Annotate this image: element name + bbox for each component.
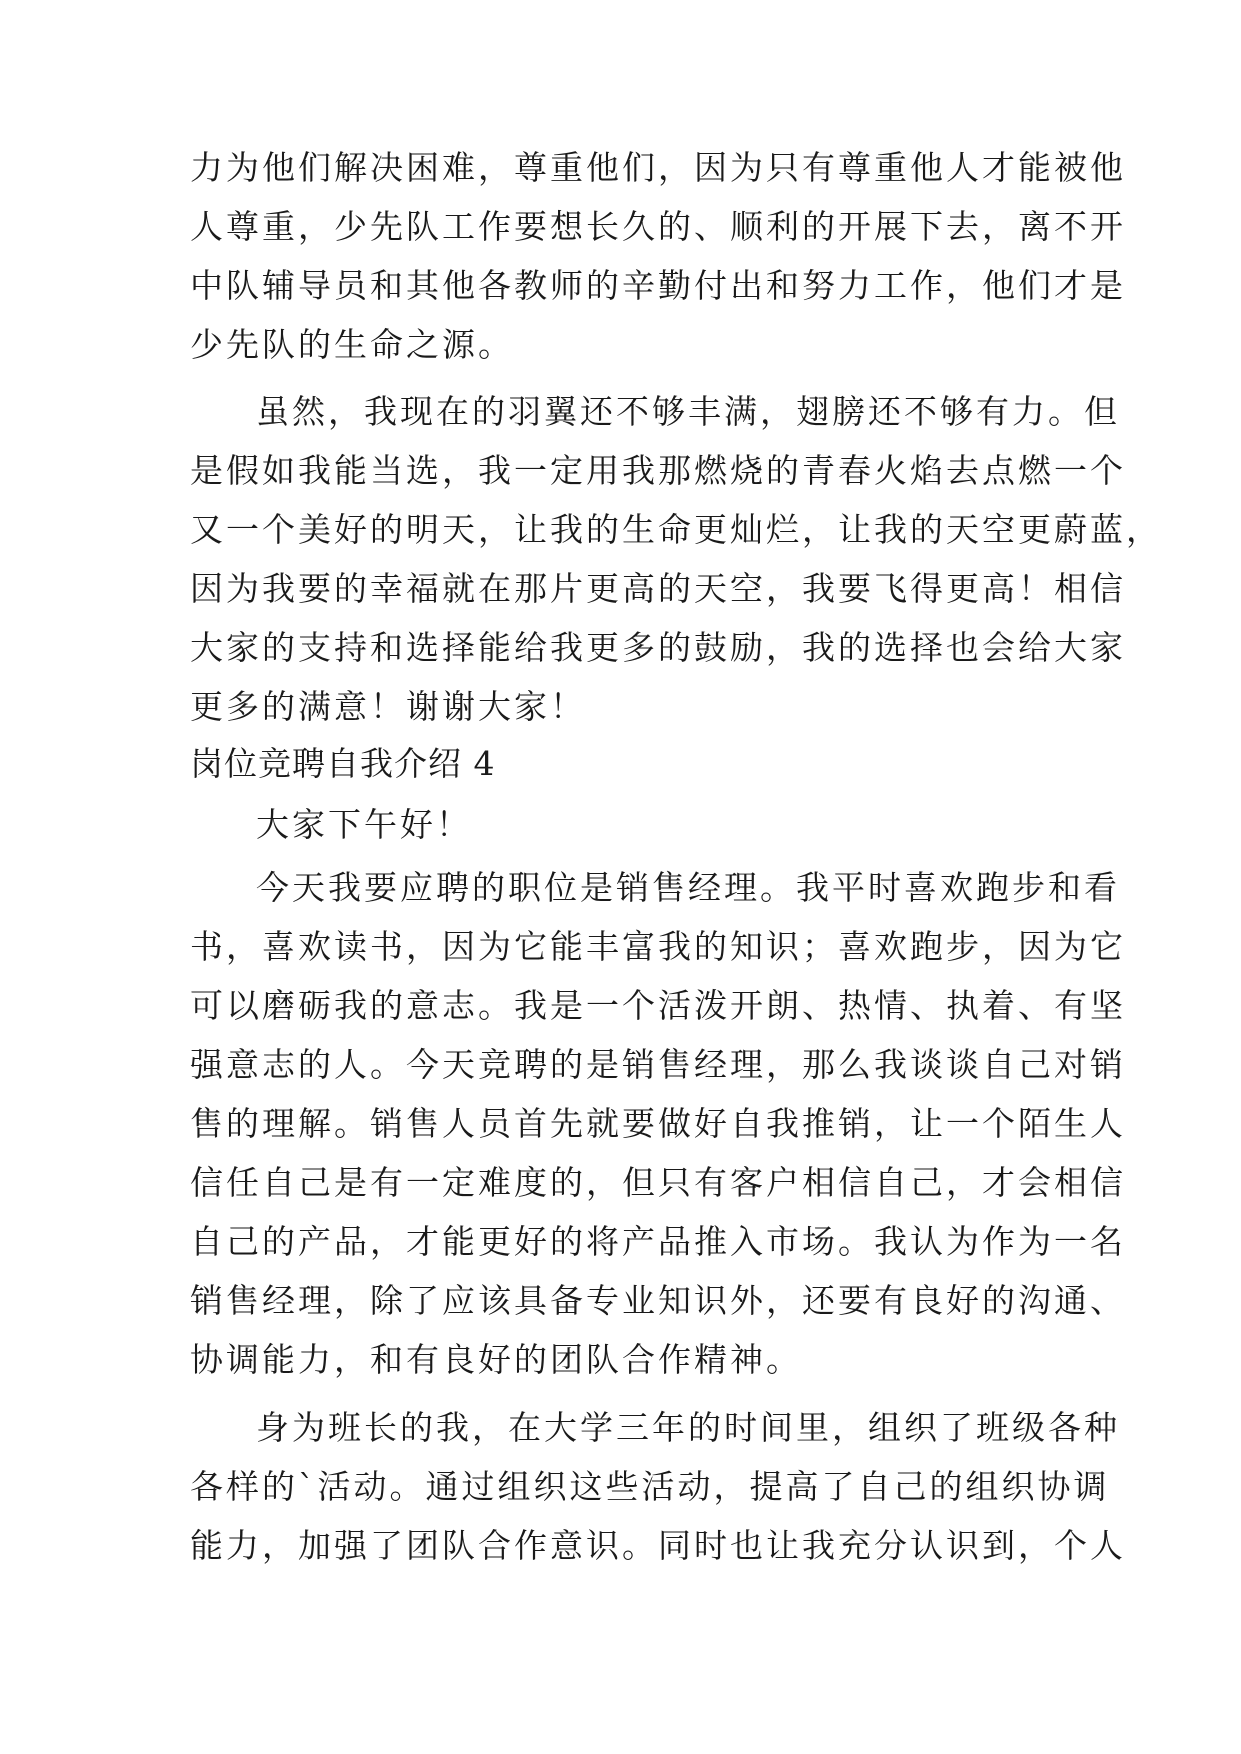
- paragraph-line: 售的理解。销售人员首先就要做好自我推销，让一个陌生人: [190, 1104, 1126, 1143]
- paragraph-line: 今天我要应聘的职位是销售经理。我平时喜欢跑步和看: [256, 868, 1120, 907]
- paragraph-line: 能力，加强了团队合作意识。同时也让我充分认识到，个人: [190, 1526, 1126, 1565]
- paragraph-line: 更多的满意！谢谢大家！: [190, 687, 586, 726]
- paragraph-line: 信任自己是有一定难度的，但只有客户相信自己，才会相信: [190, 1163, 1126, 1202]
- paragraph-line: 自己的产品，才能更好的将产品推入市场。我认为作为一名: [190, 1222, 1126, 1261]
- paragraph-line: 强意志的人。今天竞聘的是销售经理，那么我谈谈自己对销: [190, 1045, 1126, 1084]
- paragraph-line: 又一个美好的明天，让我的生命更灿烂，让我的天空更蔚蓝，: [190, 510, 1162, 549]
- paragraph-line: 是假如我能当选，我一定用我那燃烧的青春火焰去点燃一个: [190, 451, 1126, 490]
- paragraph-line: 书，喜欢读书，因为它能丰富我的知识；喜欢跑步，因为它: [190, 927, 1126, 966]
- paragraph-line: 身为班长的我，在大学三年的时间里，组织了班级各种: [256, 1408, 1120, 1447]
- paragraph-line: 协调能力，和有良好的团队合作精神。: [190, 1340, 802, 1379]
- paragraph-line: 力为他们解决困难，尊重他们，因为只有尊重他人才能被他: [190, 148, 1126, 187]
- paragraph-line: 中队辅导员和其他各教师的辛勤付出和努力工作，他们才是: [190, 266, 1126, 305]
- paragraph-line: 虽然，我现在的羽翼还不够丰满，翅膀还不够有力。但: [256, 392, 1120, 431]
- section-heading: 岗位竞聘自我介绍 4: [190, 744, 496, 783]
- paragraph-line: 少先队的生命之源。: [190, 325, 514, 364]
- paragraph-line: 大家的支持和选择能给我更多的鼓励，我的选择也会给大家: [190, 628, 1126, 667]
- paragraph-line: 销售经理，除了应该具备专业知识外，还要有良好的沟通、: [190, 1281, 1126, 1320]
- paragraph-line: 因为我要的幸福就在那片更高的天空，我要飞得更高！相信: [190, 569, 1126, 608]
- greeting-line: 大家下午好！: [256, 805, 472, 844]
- paragraph-line: 各样的`活动。通过组织这些活动，提高了自己的组织协调: [190, 1467, 1110, 1506]
- paragraph-line: 可以磨砺我的意志。我是一个活泼开朗、热情、执着、有坚: [190, 986, 1126, 1025]
- paragraph-line: 人尊重，少先队工作要想长久的、顺利的开展下去，离不开: [190, 207, 1126, 246]
